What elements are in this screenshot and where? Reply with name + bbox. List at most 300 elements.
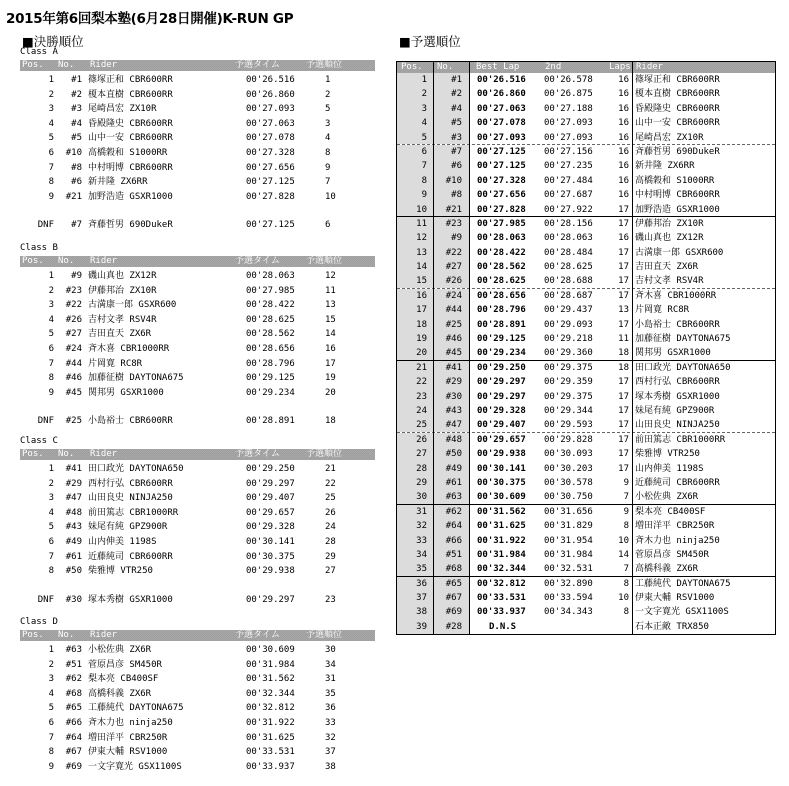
cell-rank: 37 <box>325 747 336 758</box>
cell-pos: 6 <box>48 344 54 354</box>
cell-no: #43 <box>65 522 82 533</box>
cell-pos: 8 <box>48 177 54 188</box>
cell-pos: 29 <box>416 477 427 488</box>
qualifying-row <box>397 562 775 576</box>
result-row <box>20 491 375 505</box>
cell-no: #65 <box>445 578 462 589</box>
cell-no: #68 <box>445 564 462 575</box>
cell-best-lap: 00'30.609 <box>477 492 526 503</box>
cell-laps: 17 <box>618 204 629 215</box>
result-row <box>20 190 375 204</box>
cell-no: #51 <box>65 659 82 670</box>
cell-pos: 10 <box>416 204 427 215</box>
cell-rider: 加野浩造 GSXR1000 <box>88 191 173 202</box>
cell-rider: 前田篤志 CBR1000RR <box>88 507 179 518</box>
cell-pos: 5 <box>48 522 54 533</box>
cell-no: #69 <box>445 607 462 618</box>
cell-rank: 32 <box>325 732 336 743</box>
result-row <box>20 462 375 476</box>
cell-time: 00'26.860 <box>246 89 295 100</box>
cell-no: #5 <box>451 118 462 129</box>
cell-laps: 10 <box>618 535 629 546</box>
cell-rider: 伊藤邦治 ZX10R <box>635 218 704 229</box>
cell-rider: 斉藤哲男 690DukeR <box>88 220 173 231</box>
header-qtime: 予選タイム <box>235 256 280 266</box>
cell-rank: 7 <box>325 177 331 188</box>
cell-pos: 1 <box>48 645 54 655</box>
cell-pos: 27 <box>416 449 427 460</box>
cell-second-lap: 00'28.687 <box>544 290 593 301</box>
cell-rider: 山中一安 CBR600RR <box>88 133 173 144</box>
cell-laps: 10 <box>618 593 629 604</box>
cell-rank: 6 <box>325 220 331 231</box>
cell-time: 00'28.562 <box>246 329 295 340</box>
cell-second-lap: 00'29.218 <box>544 334 593 345</box>
cell-time: 00'31.625 <box>246 732 295 743</box>
cell-second-lap: 00'28.484 <box>544 247 593 258</box>
cell-best-lap: 00'30.141 <box>477 463 526 474</box>
result-row <box>20 161 375 175</box>
cell-rider: 榎本直樹 CBR600RR <box>635 89 720 100</box>
result-row <box>20 716 375 730</box>
cell-pos: 2 <box>48 285 54 296</box>
cell-rider: 昏殿隆史 CBR600RR <box>88 118 173 129</box>
cell-laps: 8 <box>623 607 629 618</box>
cell-second-lap: 00'27.922 <box>544 204 593 215</box>
qualifying-row <box>397 361 775 375</box>
cell-no: #64 <box>65 732 82 743</box>
cell-laps: 18 <box>618 362 629 373</box>
cell-rank: 17 <box>325 358 336 369</box>
cell-pos: 2 <box>48 659 54 670</box>
cell-laps: 17 <box>618 262 629 273</box>
cell-best-lap: 00'27.125 <box>477 161 526 172</box>
cell-rider: 篠塚正和 CBR600RR <box>635 75 720 85</box>
cell-rank: 18 <box>325 416 336 427</box>
cell-rider: 田口政光 DAYTONA650 <box>635 362 731 373</box>
cell-best-lap: 00'33.937 <box>477 607 526 618</box>
cell-pos: 4 <box>421 118 427 129</box>
result-row <box>20 371 375 385</box>
cell-time: 00'29.657 <box>246 507 295 518</box>
cell-time: 00'29.328 <box>246 522 295 533</box>
class-table-header <box>20 630 375 641</box>
qualifying-row <box>397 116 775 130</box>
cell-second-lap: 00'30.750 <box>544 492 593 503</box>
cell-best-lap: 00'30.375 <box>477 477 526 488</box>
result-row <box>20 386 375 400</box>
header-pos: Pos. <box>401 62 423 72</box>
header-no: No. <box>58 630 75 640</box>
cell-rider: 吉村文孝 RSV4R <box>88 314 157 325</box>
cell-second-lap: 00'32.890 <box>544 578 593 589</box>
cell-rider: 高橋科義 ZX6R <box>88 688 152 699</box>
cell-rank: 25 <box>325 493 336 504</box>
cell-pos: 31 <box>416 506 427 517</box>
cell-rider: 柴雅博 VTR250 <box>635 449 700 460</box>
cell-best-lap: 00'33.531 <box>477 593 526 604</box>
cell-second-lap: 00'31.954 <box>544 535 593 546</box>
cell-no: #9 <box>71 271 82 281</box>
result-row <box>20 687 375 701</box>
cell-no: #61 <box>65 551 82 562</box>
cell-pos: 9 <box>48 191 54 202</box>
cell-time: 00'28.625 <box>246 314 295 325</box>
result-row <box>20 731 375 745</box>
cell-no: #43 <box>445 405 462 416</box>
cell-rider: 榎本直樹 CBR600RR <box>88 89 173 100</box>
cell-no: #22 <box>445 247 462 258</box>
cell-rider: 斉藤哲男 690DukeR <box>635 146 720 157</box>
cell-time: 00'29.234 <box>246 387 295 398</box>
header-rider: Rider <box>90 256 118 266</box>
cell-second-lap: 00'29.093 <box>544 319 593 330</box>
qualifying-row <box>397 418 775 432</box>
qualifying-row <box>397 203 775 217</box>
cell-rider: 斉木喜 CBR1000RR <box>88 344 170 354</box>
qualifying-row <box>397 303 775 317</box>
cell-pos: 33 <box>416 535 427 546</box>
class-table-header <box>20 449 375 460</box>
qualifying-row <box>397 390 775 404</box>
qualifying-row <box>397 274 775 288</box>
cell-time: 00'27.985 <box>246 285 295 296</box>
cell-rider: 山内伸美 1198S <box>635 463 704 474</box>
cell-pos: 2 <box>48 89 54 100</box>
cell-second-lap: 00'30.578 <box>544 477 593 488</box>
cell-laps: 8 <box>623 578 629 589</box>
cell-time: 00'29.297 <box>246 594 295 605</box>
cell-best-lap: 00'27.078 <box>477 118 526 129</box>
header-2nd: 2nd <box>545 62 562 72</box>
cell-time: 00'27.125 <box>246 177 295 188</box>
cell-no: #63 <box>445 492 462 503</box>
cell-time: 00'27.093 <box>246 104 295 115</box>
cell-laps: 16 <box>618 103 629 114</box>
cell-second-lap: 00'33.594 <box>544 593 593 604</box>
cell-rank: 35 <box>325 688 336 699</box>
cell-no: #4 <box>451 103 462 114</box>
cell-rider: 山田良史 NINJA250 <box>635 420 720 431</box>
cell-rider: 新井隆 ZX6RR <box>88 177 148 188</box>
cell-no: #3 <box>451 132 462 143</box>
cell-second-lap: 00'30.203 <box>544 463 593 474</box>
cell-rank: 16 <box>325 344 336 354</box>
cell-pos: 7 <box>48 162 54 173</box>
cell-best-lap: 00'28.562 <box>477 262 526 273</box>
cell-time: 00'32.344 <box>246 688 295 699</box>
class-label: Class B <box>20 243 58 253</box>
result-row <box>20 269 375 283</box>
cell-time: 00'30.609 <box>246 645 295 655</box>
result-row <box>20 760 375 774</box>
qualifying-row <box>397 591 775 605</box>
cell-best-lap: 00'27.828 <box>477 204 526 215</box>
result-row <box>20 414 375 428</box>
cell-pos: 6 <box>48 537 54 547</box>
cell-no: #21 <box>65 191 82 202</box>
result-row <box>20 535 375 549</box>
result-row <box>20 218 375 232</box>
cell-no: #10 <box>65 148 82 158</box>
cell-no: #47 <box>65 493 82 504</box>
qualifying-row <box>397 87 775 101</box>
cell-rider: 斉木力也 ninja250 <box>88 718 173 728</box>
cell-pos: 38 <box>416 607 427 618</box>
qualifying-row <box>397 476 775 490</box>
cell-time: 00'33.937 <box>246 761 295 772</box>
cell-best-lap: 00'28.625 <box>477 276 526 287</box>
cell-best-lap: 00'27.063 <box>477 103 526 114</box>
cell-no: #1 <box>71 75 82 85</box>
cell-second-lap: 00'28.063 <box>544 233 593 244</box>
cell-laps: 7 <box>623 564 629 575</box>
cell-no: #46 <box>445 334 462 345</box>
cell-time: 00'26.516 <box>246 75 295 85</box>
cell-pos: 24 <box>416 405 427 416</box>
class-label: Class A <box>20 47 58 57</box>
qualifying-table-header <box>397 62 775 73</box>
cell-pos: 11 <box>416 218 427 229</box>
cell-no: #47 <box>445 420 462 431</box>
cell-no: #67 <box>65 747 82 758</box>
cell-time: 00'28.656 <box>246 344 295 354</box>
cell-time: 00'28.796 <box>246 358 295 369</box>
cell-rider: 一文字寛光 GSX1100S <box>88 761 182 772</box>
cell-laps: 16 <box>618 190 629 201</box>
cell-pos: 1 <box>48 75 54 85</box>
cell-time: 00'31.562 <box>246 674 295 685</box>
cell-no: #26 <box>445 276 462 287</box>
cell-best-lap: 00'32.344 <box>477 564 526 575</box>
cell-best-lap: 00'29.297 <box>477 391 526 402</box>
cell-time: 00'31.984 <box>246 659 295 670</box>
cell-rank: 22 <box>325 478 336 489</box>
cell-pos: 7 <box>421 161 427 172</box>
cell-rider: 山田良史 NINJA250 <box>88 493 173 504</box>
cell-rank: 20 <box>325 387 336 398</box>
cell-rider: 新井隆 ZX6RR <box>635 161 695 172</box>
cell-laps: 16 <box>618 175 629 186</box>
cell-laps: 16 <box>618 118 629 129</box>
cell-laps: 7 <box>623 492 629 503</box>
header-qtime: 予選タイム <box>235 449 280 459</box>
cell-time: 00'30.375 <box>246 551 295 562</box>
cell-laps: 17 <box>618 276 629 287</box>
cell-no: #44 <box>65 358 82 369</box>
qualifying-row <box>397 159 775 173</box>
cell-rider: 近藤純司 CBR600RR <box>635 477 720 488</box>
qualifying-row <box>397 174 775 188</box>
cell-pos: 23 <box>416 391 427 402</box>
class-label: Class C <box>20 436 58 446</box>
cell-second-lap: 00'27.093 <box>544 118 593 129</box>
cell-best-lap: 00'28.796 <box>477 305 526 316</box>
cell-pos: 21 <box>416 362 427 373</box>
qualifying-row <box>397 620 775 634</box>
header-laps: Laps <box>609 62 631 72</box>
cell-no: #29 <box>65 478 82 489</box>
cell-second-lap: 00'27.188 <box>544 103 593 114</box>
cell-second-lap: 00'29.593 <box>544 420 593 431</box>
cell-laps: 13 <box>618 305 629 316</box>
cell-pos: 5 <box>48 703 54 714</box>
cell-rider: 伊藤邦治 ZX10R <box>88 285 157 296</box>
cell-rider: 山内伸美 1198S <box>88 537 157 547</box>
cell-laps: 16 <box>618 132 629 143</box>
cell-laps: 16 <box>618 146 629 157</box>
cell-laps: 17 <box>618 290 629 301</box>
cell-rider: 吉村文孝 RSV4R <box>635 276 704 287</box>
cell-rider: 関邦男 GSXR1000 <box>88 387 164 398</box>
cell-time: 00'29.125 <box>246 373 295 384</box>
result-row <box>20 175 375 189</box>
cell-pos: 15 <box>416 276 427 287</box>
cell-no: #30 <box>445 391 462 402</box>
qualifying-row <box>397 217 775 231</box>
cell-no: #10 <box>445 175 462 186</box>
cell-second-lap: 00'30.093 <box>544 449 593 460</box>
cell-no: #41 <box>65 464 82 474</box>
class-table-header <box>20 256 375 267</box>
cell-laps: 17 <box>618 449 629 460</box>
cell-rider: 妹尾有純 GPZ900R <box>635 405 715 416</box>
header-qrank: 予選順位 <box>306 630 343 640</box>
cell-best-lap: 00'29.328 <box>477 405 526 416</box>
cell-no: #22 <box>65 300 82 311</box>
cell-laps: 18 <box>618 348 629 359</box>
cell-second-lap: 00'29.344 <box>544 405 593 416</box>
result-row <box>20 284 375 298</box>
cell-laps: 16 <box>618 75 629 85</box>
cell-second-lap: 00'29.828 <box>544 434 593 445</box>
cell-laps: 17 <box>618 391 629 402</box>
result-row <box>20 357 375 371</box>
cell-rider: 吉田直天 ZX6R <box>635 262 699 273</box>
cell-no: #1 <box>451 75 462 85</box>
cell-no: #5 <box>71 133 82 144</box>
cell-rider: 斉木力也 ninja250 <box>635 535 720 546</box>
cell-no: #2 <box>71 89 82 100</box>
cell-laps: 16 <box>618 161 629 172</box>
cell-laps: 17 <box>618 377 629 388</box>
cell-time: 00'31.922 <box>246 718 295 728</box>
cell-no: #51 <box>445 549 462 560</box>
result-row <box>20 102 375 116</box>
cell-pos: 5 <box>421 132 427 143</box>
cell-rider: 増田洋平 CBR250R <box>88 732 168 743</box>
header-pos: Pos. <box>22 449 44 459</box>
cell-no: #61 <box>445 477 462 488</box>
cell-pos: 7 <box>48 358 54 369</box>
cell-laps: 17 <box>618 405 629 416</box>
cell-pos: 6 <box>48 148 54 158</box>
cell-rank: 1 <box>325 75 331 85</box>
qualifying-heading: ■予選順位 <box>399 34 461 49</box>
cell-pos: 18 <box>416 319 427 330</box>
result-row <box>20 117 375 131</box>
cell-rider: 小島裕士 CBR600RR <box>88 416 173 427</box>
cell-no: #26 <box>65 314 82 325</box>
qualifying-row <box>397 188 775 202</box>
cell-rider: 工藤純代 DAYTONA675 <box>88 703 184 714</box>
cell-pos: 17 <box>416 305 427 316</box>
cell-rank: 4 <box>325 133 331 144</box>
cell-rider: 片岡寛 RC8R <box>635 305 690 316</box>
cell-best-lap: 00'27.985 <box>477 218 526 229</box>
qualifying-row <box>397 490 775 504</box>
cell-rider: 柴雅博 VTR250 <box>88 566 153 577</box>
cell-no: #49 <box>65 537 82 547</box>
cell-no: #25 <box>445 319 462 330</box>
cell-rider: 加藤征樹 DAYTONA675 <box>88 373 184 384</box>
cell-rider: 増田洋平 CBR250R <box>635 521 715 532</box>
cell-rank: 30 <box>325 645 336 655</box>
cell-rider: 古満康一郎 GSXR600 <box>88 300 177 311</box>
cell-best-lap: 00'29.125 <box>477 334 526 345</box>
cell-second-lap: 00'28.156 <box>544 218 593 229</box>
cell-second-lap: 00'28.625 <box>544 262 593 273</box>
cell-second-lap: 00'27.484 <box>544 175 593 186</box>
cell-laps: 17 <box>618 420 629 431</box>
cell-rank: 11 <box>325 285 336 296</box>
cell-time: 00'28.422 <box>246 300 295 311</box>
cell-time: 00'27.063 <box>246 118 295 129</box>
cell-time: 00'29.938 <box>246 566 295 577</box>
cell-rank: 8 <box>325 148 331 158</box>
cell-rider: 小松佐典 ZX6R <box>88 645 152 655</box>
cell-best-lap: 00'29.657 <box>477 434 526 445</box>
cell-pos: 8 <box>421 175 427 186</box>
page-title: 2015年第6回梨本塾(6月28日開催)K-RUN GP <box>6 11 294 27</box>
cell-rider: 篠塚正和 CBR600RR <box>88 75 173 85</box>
cell-no: #66 <box>65 718 82 728</box>
cell-rider: 高橋穀和 S1000RR <box>635 175 715 186</box>
cell-no: #8 <box>71 162 82 173</box>
cell-pos: 3 <box>48 104 54 115</box>
cell-no: #2 <box>451 89 462 100</box>
cell-time: 00'27.328 <box>246 148 295 158</box>
cell-best-lap: 00'26.516 <box>477 75 526 85</box>
cell-time: 00'30.141 <box>246 537 295 547</box>
cell-second-lap: 00'27.235 <box>544 161 593 172</box>
result-row <box>20 701 375 715</box>
cell-pos: 6 <box>48 718 54 728</box>
cell-rank: 34 <box>325 659 336 670</box>
cell-rank: 12 <box>325 271 336 281</box>
qualifying-row <box>397 131 775 145</box>
cell-rank: 9 <box>325 162 331 173</box>
cell-best-lap: 00'27.656 <box>477 190 526 201</box>
header-rider: Rider <box>90 60 118 70</box>
cell-rider: 工藤純代 DAYTONA675 <box>635 578 731 589</box>
result-row <box>20 146 375 160</box>
cell-laps: 17 <box>618 463 629 474</box>
cell-no: #23 <box>445 218 462 229</box>
cell-best-lap: D.N.S <box>489 621 517 632</box>
cell-rider: 石本正敵 TRX850 <box>635 621 709 632</box>
cell-best-lap: 00'29.407 <box>477 420 526 431</box>
cell-best-lap: 00'31.984 <box>477 549 526 560</box>
cell-time: 00'32.812 <box>246 703 295 714</box>
result-row <box>20 672 375 686</box>
cell-rider: 梨本亮 CB400SF <box>635 506 706 517</box>
cell-no: #68 <box>65 688 82 699</box>
result-row <box>20 643 375 657</box>
cell-best-lap: 00'32.812 <box>477 578 526 589</box>
cell-pos: DNF <box>37 220 54 231</box>
cell-pos: 3 <box>421 103 427 114</box>
